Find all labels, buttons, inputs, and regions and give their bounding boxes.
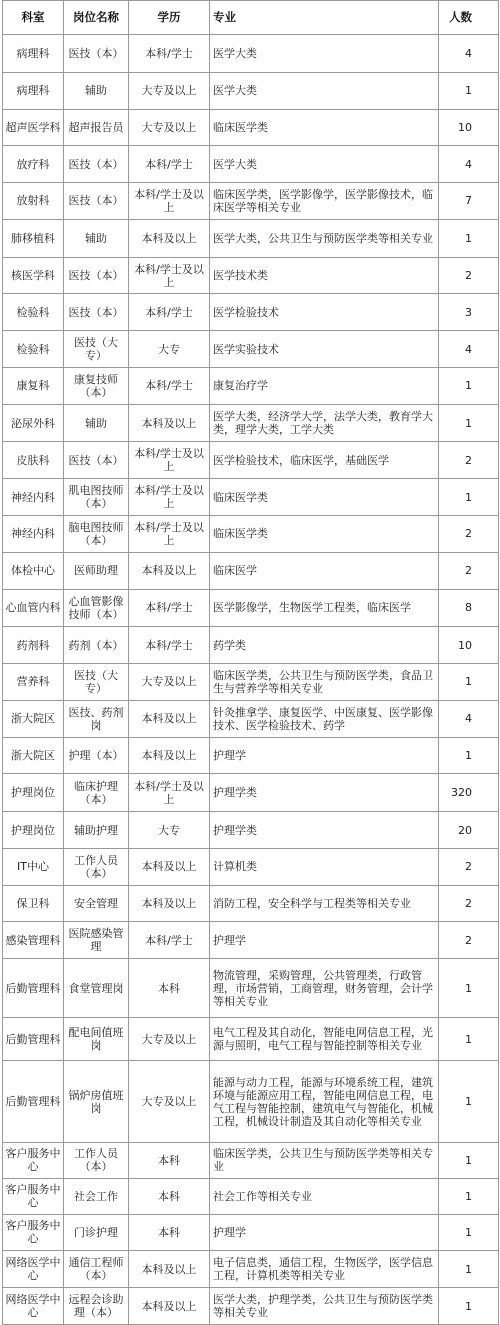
cell-count: 2 xyxy=(439,848,499,885)
cell-position: 工作人员（本） xyxy=(64,848,129,885)
cell-count: 1 xyxy=(439,367,499,404)
cell-department: 核医学科 xyxy=(3,257,64,294)
cell-count: 1 xyxy=(439,1251,499,1288)
cell-position: 医院感染管理 xyxy=(64,922,129,959)
cell-count: 1 xyxy=(439,219,499,257)
cell-position: 心血管影像技师（本） xyxy=(64,589,129,627)
table-row xyxy=(3,257,499,294)
table-row xyxy=(3,146,499,183)
cell-major: 临床医学类，公共卫生与预防医学类等相关专业 xyxy=(210,1143,439,1179)
cell-education: 本科/学士 xyxy=(129,627,210,664)
cell-education: 本科及以上 xyxy=(129,1251,210,1288)
header-position: 岗位名称 xyxy=(64,1,129,35)
table-row xyxy=(3,516,499,553)
cell-education: 本科/学士及以上 xyxy=(129,479,210,516)
cell-position: 食堂管理岗 xyxy=(64,959,129,1018)
table-row xyxy=(3,1288,499,1325)
cell-major: 护理学类 xyxy=(210,774,439,812)
cell-education: 本科及以上 xyxy=(129,848,210,885)
table-row xyxy=(3,367,499,404)
cell-major: 临床医学类，公共卫生与预防医学类，食品卫生与营养学等相关专业 xyxy=(210,664,439,701)
cell-education: 本科及以上 xyxy=(129,219,210,257)
cell-major: 计算机类 xyxy=(210,848,439,885)
table-row xyxy=(3,72,499,109)
header-department: 科室 xyxy=(3,1,64,35)
cell-position: 肌电图技师（本） xyxy=(64,479,129,516)
cell-count: 1 xyxy=(439,72,499,109)
cell-education: 本科/学士 xyxy=(129,146,210,183)
table-row xyxy=(3,1214,499,1251)
cell-position: 社会工作 xyxy=(64,1178,129,1214)
cell-department: 放射科 xyxy=(3,183,64,220)
table-row xyxy=(3,885,499,922)
cell-education: 大专及以上 xyxy=(129,1018,210,1061)
table-row xyxy=(3,1178,499,1214)
cell-education: 本科及以上 xyxy=(129,700,210,737)
table-row xyxy=(3,1251,499,1288)
cell-count: 4 xyxy=(439,35,499,73)
cell-count: 1 xyxy=(439,1018,499,1061)
cell-major: 医学大类，公共卫生与预防医学类等相关专业 xyxy=(210,219,439,257)
cell-department: 客户服务中心 xyxy=(3,1143,64,1179)
cell-department: 药剂科 xyxy=(3,627,64,664)
cell-department: 神经内科 xyxy=(3,516,64,553)
cell-position: 医技（本） xyxy=(64,442,129,479)
cell-major: 医学技术类 xyxy=(210,257,439,294)
cell-major: 护理学类 xyxy=(210,812,439,849)
cell-position: 康复技师（本） xyxy=(64,367,129,404)
cell-position: 医技（本） xyxy=(64,183,129,220)
cell-major: 能源与动力工程，能源与环境系统工程，建筑环境与能源应用工程，智能电网信息工程，电气工程与智能控制，建筑电气与智能化，机械工程，机械设计制造及其自动化等相关专业 xyxy=(210,1061,439,1143)
cell-count: 2 xyxy=(439,257,499,294)
cell-education: 本科及以上 xyxy=(129,552,210,589)
cell-position: 辅助护理 xyxy=(64,812,129,849)
cell-count: 20 xyxy=(439,812,499,849)
cell-count: 1 xyxy=(439,737,499,774)
cell-major: 医学大类 xyxy=(210,72,439,109)
cell-department: 浙大院区 xyxy=(3,700,64,737)
cell-major: 护理学 xyxy=(210,1214,439,1251)
cell-education: 大专及以上 xyxy=(129,1061,210,1143)
cell-education: 本科/学士 xyxy=(129,294,210,331)
cell-major: 医学大类，护理学类，公共卫生与预防医学类等相关专业 xyxy=(210,1288,439,1325)
cell-department: 后勤管理科 xyxy=(3,1061,64,1143)
cell-department: 心血管内科 xyxy=(3,589,64,627)
cell-education: 本科 xyxy=(129,1143,210,1179)
cell-count: 3 xyxy=(439,294,499,331)
cell-education: 本科/学士及以上 xyxy=(129,774,210,812)
cell-education: 本科/学士 xyxy=(129,35,210,73)
cell-department: 肺移植科 xyxy=(3,219,64,257)
cell-education: 本科及以上 xyxy=(129,1288,210,1325)
cell-major: 临床医学类 xyxy=(210,516,439,553)
cell-education: 本科/学士及以上 xyxy=(129,183,210,220)
cell-major: 医学检验技术 xyxy=(210,294,439,331)
cell-position: 锅炉房值班岗 xyxy=(64,1061,129,1143)
cell-major: 社会工作等相关专业 xyxy=(210,1178,439,1214)
table-row xyxy=(3,774,499,812)
cell-count: 1 xyxy=(439,1288,499,1325)
table-row xyxy=(3,331,499,368)
cell-count: 1 xyxy=(439,664,499,701)
cell-department: 客户服务中心 xyxy=(3,1214,64,1251)
table-row xyxy=(3,479,499,516)
cell-count: 4 xyxy=(439,331,499,368)
cell-major: 医学大类，经济学大学，法学大类，教育学大类，理学大类，工学大类 xyxy=(210,404,439,442)
cell-department: 客户服务中心 xyxy=(3,1178,64,1214)
cell-major: 消防工程，安全科学与工程类等相关专业 xyxy=(210,885,439,922)
cell-position: 辅助 xyxy=(64,219,129,257)
cell-education: 大专及以上 xyxy=(129,72,210,109)
table-row xyxy=(3,1143,499,1179)
table-row xyxy=(3,848,499,885)
cell-department: 体检中心 xyxy=(3,552,64,589)
header-major: 专业 xyxy=(210,1,439,35)
table-row xyxy=(3,404,499,442)
cell-count: 1 xyxy=(439,959,499,1018)
cell-count: 2 xyxy=(439,885,499,922)
cell-department: 后勤管理科 xyxy=(3,959,64,1018)
cell-major: 临床医学类，医学影像学，医学影像技术，临床医学等相关专业 xyxy=(210,183,439,220)
cell-major: 临床医学类 xyxy=(210,479,439,516)
table-row xyxy=(3,737,499,774)
cell-major: 医学大类 xyxy=(210,146,439,183)
cell-position: 药剂（本） xyxy=(64,627,129,664)
cell-position: 通信工程师（本） xyxy=(64,1251,129,1288)
cell-department: 网络医学中心 xyxy=(3,1288,64,1325)
cell-count: 10 xyxy=(439,109,499,146)
cell-education: 本科/学士 xyxy=(129,922,210,959)
table-row xyxy=(3,109,499,146)
table-row xyxy=(3,1018,499,1061)
cell-department: 检验科 xyxy=(3,331,64,368)
cell-count: 2 xyxy=(439,552,499,589)
cell-position: 工作人员（本） xyxy=(64,1143,129,1179)
cell-major: 药学类 xyxy=(210,627,439,664)
table-header-row xyxy=(3,1,499,35)
cell-education: 本科及以上 xyxy=(129,885,210,922)
cell-department: 康复科 xyxy=(3,367,64,404)
header-education: 学历 xyxy=(129,1,210,35)
cell-major: 医学大类 xyxy=(210,35,439,73)
table-row xyxy=(3,442,499,479)
table-row xyxy=(3,219,499,257)
cell-department: 感染管理科 xyxy=(3,922,64,959)
cell-education: 大专 xyxy=(129,331,210,368)
cell-position: 超声报告员 xyxy=(64,109,129,146)
cell-position: 医技（本） xyxy=(64,257,129,294)
cell-department: IT中心 xyxy=(3,848,64,885)
cell-education: 本科 xyxy=(129,1178,210,1214)
table-row xyxy=(3,664,499,701)
cell-count: 1 xyxy=(439,404,499,442)
cell-education: 本科及以上 xyxy=(129,737,210,774)
cell-count: 2 xyxy=(439,922,499,959)
cell-position: 远程会诊助理（本） xyxy=(64,1288,129,1325)
cell-department: 检验科 xyxy=(3,294,64,331)
cell-position: 门诊护理 xyxy=(64,1214,129,1251)
cell-department: 后勤管理科 xyxy=(3,1018,64,1061)
cell-count: 320 xyxy=(439,774,499,812)
cell-major: 临床医学 xyxy=(210,552,439,589)
cell-count: 10 xyxy=(439,627,499,664)
table-row xyxy=(3,552,499,589)
cell-major: 护理学 xyxy=(210,737,439,774)
cell-education: 本科/学士及以上 xyxy=(129,442,210,479)
cell-count: 1 xyxy=(439,479,499,516)
cell-education: 本科 xyxy=(129,959,210,1018)
table-row xyxy=(3,922,499,959)
cell-department: 保卫科 xyxy=(3,885,64,922)
cell-position: 临床护理（本） xyxy=(64,774,129,812)
cell-education: 本科及以上 xyxy=(129,404,210,442)
cell-position: 医技（本） xyxy=(64,294,129,331)
cell-department: 皮肤科 xyxy=(3,442,64,479)
cell-department: 浙大院区 xyxy=(3,737,64,774)
cell-education: 大专 xyxy=(129,812,210,849)
cell-count: 1 xyxy=(439,1061,499,1143)
table-body xyxy=(3,35,499,1325)
cell-department: 护理岗位 xyxy=(3,812,64,849)
cell-position: 医师助理 xyxy=(64,552,129,589)
cell-major: 针灸推拿学、康复医学、中医康复、医学影像技术、医学检验技术、药学 xyxy=(210,700,439,737)
cell-position: 辅助 xyxy=(64,404,129,442)
table-row xyxy=(3,959,499,1018)
table-row xyxy=(3,183,499,220)
cell-department: 病理科 xyxy=(3,72,64,109)
cell-count: 2 xyxy=(439,442,499,479)
cell-major: 医学检验技术，临床医学，基础医学 xyxy=(210,442,439,479)
cell-position: 配电间值班岗 xyxy=(64,1018,129,1061)
cell-department: 营养科 xyxy=(3,664,64,701)
cell-major: 物流管理，采购管理，公共管理类，行政管理，市场营销，工商管理，财务管理，会计学等相关专业 xyxy=(210,959,439,1018)
header-count: 人数 xyxy=(439,1,499,35)
cell-count: 2 xyxy=(439,516,499,553)
cell-position: 脑电图技师（本） xyxy=(64,516,129,553)
table-row xyxy=(3,589,499,627)
cell-education: 本科/学士及以上 xyxy=(129,257,210,294)
cell-major: 电气工程及其自动化，智能电网信息工程，光源与照明，电气工程与智能控制等相关专业 xyxy=(210,1018,439,1061)
cell-count: 7 xyxy=(439,183,499,220)
cell-major: 临床医学类 xyxy=(210,109,439,146)
cell-education: 大专及以上 xyxy=(129,109,210,146)
cell-department: 泌尿外科 xyxy=(3,404,64,442)
cell-education: 本科/学士及以上 xyxy=(129,516,210,553)
cell-position: 医技（大专） xyxy=(64,331,129,368)
cell-education: 本科/学士 xyxy=(129,589,210,627)
cell-position: 医技（本） xyxy=(64,146,129,183)
cell-department: 超声医学科 xyxy=(3,109,64,146)
cell-count: 8 xyxy=(439,589,499,627)
table-row xyxy=(3,1061,499,1143)
table-row xyxy=(3,35,499,73)
cell-position: 医技（大专） xyxy=(64,664,129,701)
table-row xyxy=(3,627,499,664)
cell-department: 护理岗位 xyxy=(3,774,64,812)
cell-position: 医技（本） xyxy=(64,35,129,73)
cell-major: 医学影像学，生物医学工程类，临床医学 xyxy=(210,589,439,627)
table-row xyxy=(3,294,499,331)
cell-education: 本科 xyxy=(129,1214,210,1251)
recruitment-table xyxy=(2,0,499,1325)
cell-position: 安全管理 xyxy=(64,885,129,922)
cell-education: 大专及以上 xyxy=(129,664,210,701)
cell-count: 4 xyxy=(439,700,499,737)
table-row xyxy=(3,812,499,849)
cell-count: 1 xyxy=(439,1178,499,1214)
cell-education: 本科/学士 xyxy=(129,367,210,404)
table-row xyxy=(3,700,499,737)
cell-position: 护理（本） xyxy=(64,737,129,774)
cell-major: 护理学 xyxy=(210,922,439,959)
cell-department: 病理科 xyxy=(3,35,64,73)
cell-count: 1 xyxy=(439,1214,499,1251)
cell-position: 医技、药剂岗 xyxy=(64,700,129,737)
cell-department: 神经内科 xyxy=(3,479,64,516)
cell-major: 电子信息类，通信工程，生物医学，医学信息工程，计算机类等相关专业 xyxy=(210,1251,439,1288)
cell-major: 康复治疗学 xyxy=(210,367,439,404)
cell-position: 辅助 xyxy=(64,72,129,109)
cell-count: 1 xyxy=(439,1143,499,1179)
cell-count: 4 xyxy=(439,146,499,183)
cell-major: 医学实验技术 xyxy=(210,331,439,368)
cell-department: 网络医学中心 xyxy=(3,1251,64,1288)
cell-department: 放疗科 xyxy=(3,146,64,183)
